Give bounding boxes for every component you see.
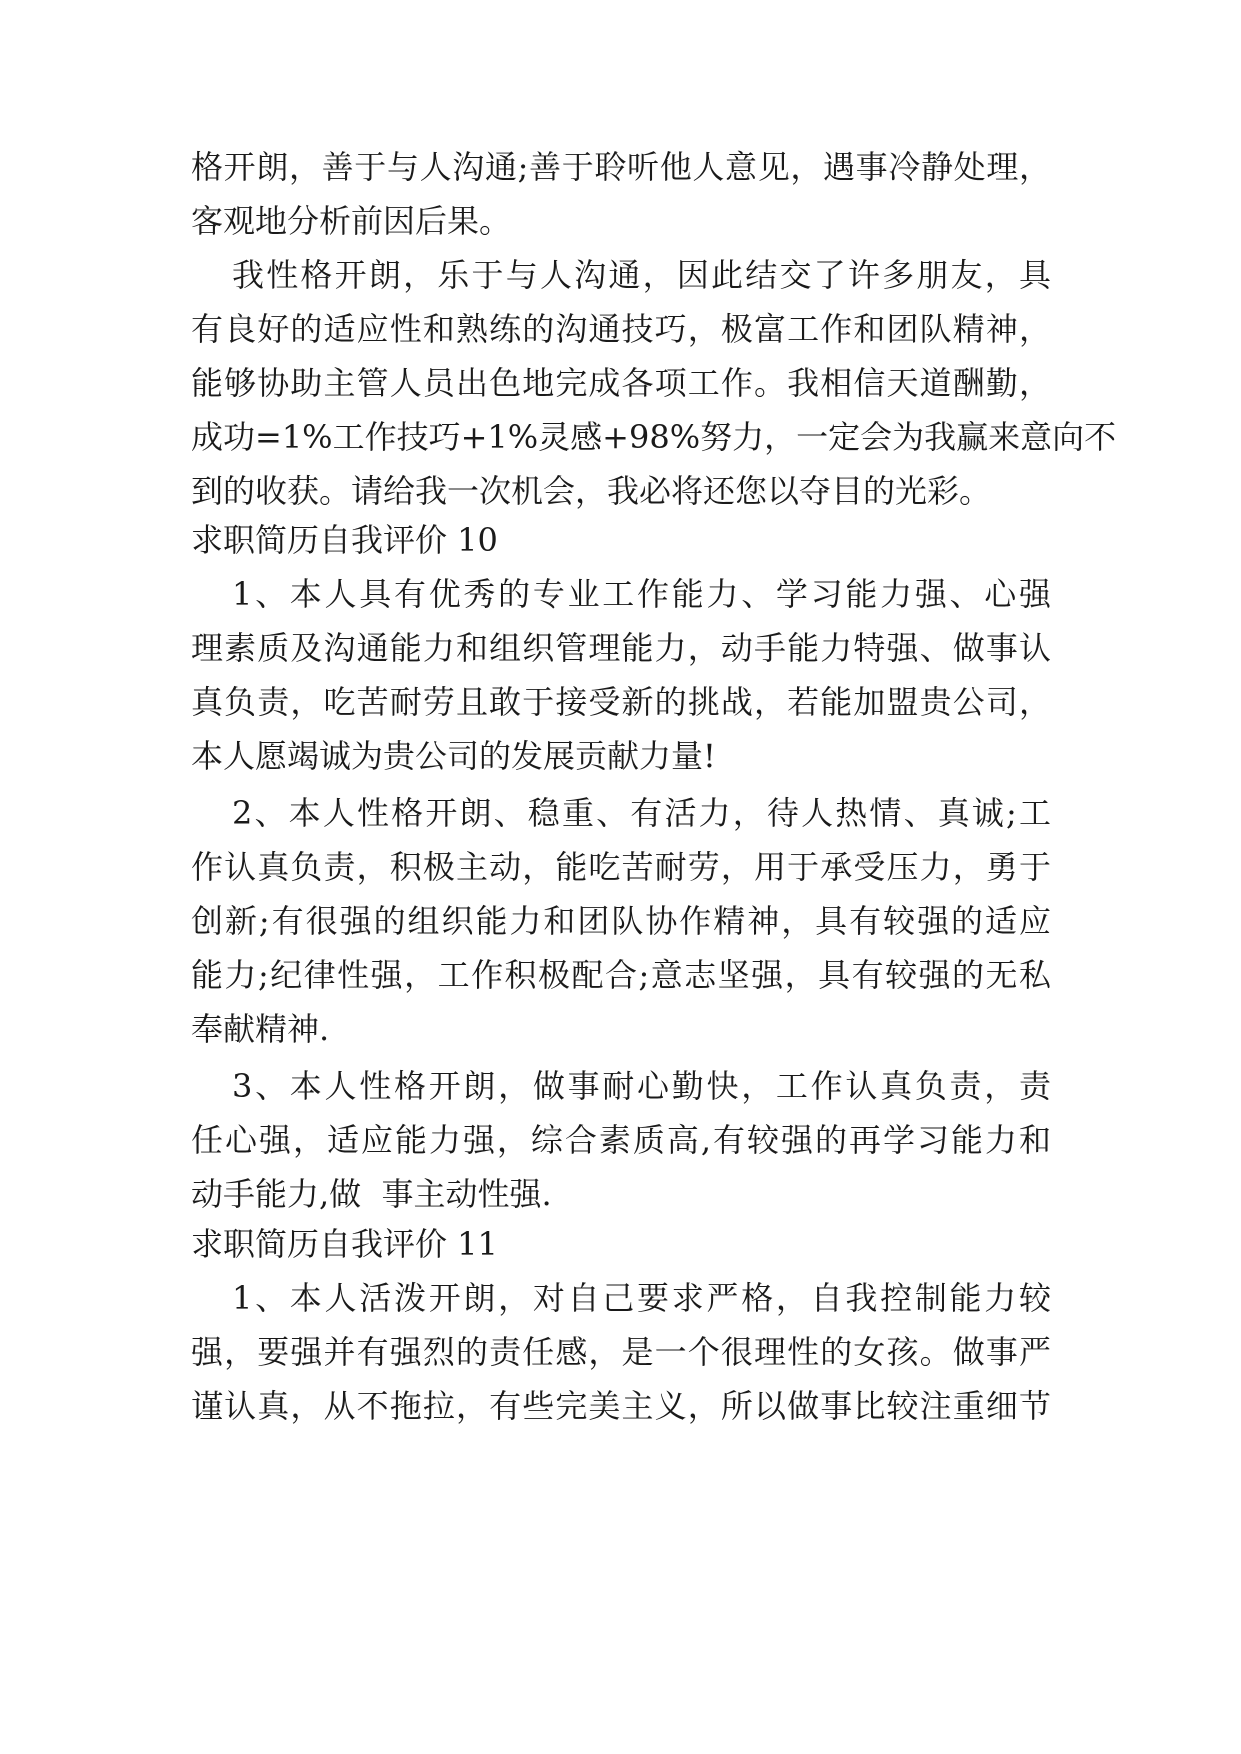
paragraph-line: 格开朗，善于与人沟通;善于聆听他人意见，遇事冷静处理， xyxy=(191,148,1051,186)
paragraph-line: 真负责，吃苦耐劳且敢于接受新的挑战，若能加盟贵公司， xyxy=(191,683,1051,721)
paragraph-line: 理素质及沟通能力和组织管理能力，动手能力特强、做事认 xyxy=(191,629,1051,667)
paragraph-line: 能力;纪律性强，工作积极配合;意志坚强，具有较强的无私 xyxy=(191,956,1051,994)
paragraph-first-line: 我性格开朗，乐于与人沟通，因此结交了许多朋友，具 xyxy=(232,256,1051,294)
paragraph-first-line: 1、本人具有优秀的专业工作能力、学习能力强、心强 xyxy=(232,575,1051,613)
paragraph-line: 作认真负责，积极主动，能吃苦耐劳，用于承受压力，勇于 xyxy=(191,848,1051,886)
paragraph-line: 任心强，适应能力强，综合素质高,有较强的再学习能力和 xyxy=(191,1121,1051,1159)
section-heading: 求职简历自我评价 11 xyxy=(191,1225,498,1263)
paragraph-line: 能够协助主管人员出色地完成各项工作。我相信天道酬勤， xyxy=(191,364,1051,402)
paragraph-line: 成功=1%工作技巧+1%灵感+98%努力，一定会为我赢来意向不 xyxy=(191,418,1117,456)
paragraph-line: 动手能力,做 事主动性强. xyxy=(191,1175,552,1213)
paragraph-line: 创新;有很强的组织能力和团队协作精神，具有较强的适应 xyxy=(191,902,1051,940)
paragraph-line: 谨认真，从不拖拉，有些完美主义，所以做事比较注重细节 xyxy=(191,1387,1051,1425)
paragraph-first-line: 2、本人性格开朗、稳重、有活力，待人热情、真诚;工 xyxy=(232,794,1051,832)
paragraph-line: 本人愿竭诚为贵公司的发展贡献力量! xyxy=(191,737,716,775)
paragraph-line: 强，要强并有强烈的责任感，是一个很理性的女孩。做事严 xyxy=(191,1333,1051,1371)
paragraph-line: 奉献精神. xyxy=(191,1010,330,1048)
paragraph-first-line: 1、本人活泼开朗，对自己要求严格，自我控制能力较 xyxy=(232,1279,1051,1317)
paragraph-first-line: 3、本人性格开朗，做事耐心勤快，工作认真负责，责 xyxy=(232,1067,1051,1105)
paragraph-line: 客观地分析前因后果。 xyxy=(191,202,512,240)
paragraph-line: 有良好的适应性和熟练的沟通技巧，极富工作和团队精神， xyxy=(191,310,1051,348)
paragraph-line: 到的收获。请给我一次机会，我必将还您以夺目的光彩。 xyxy=(191,472,992,510)
section-heading: 求职简历自我评价 10 xyxy=(191,521,498,559)
